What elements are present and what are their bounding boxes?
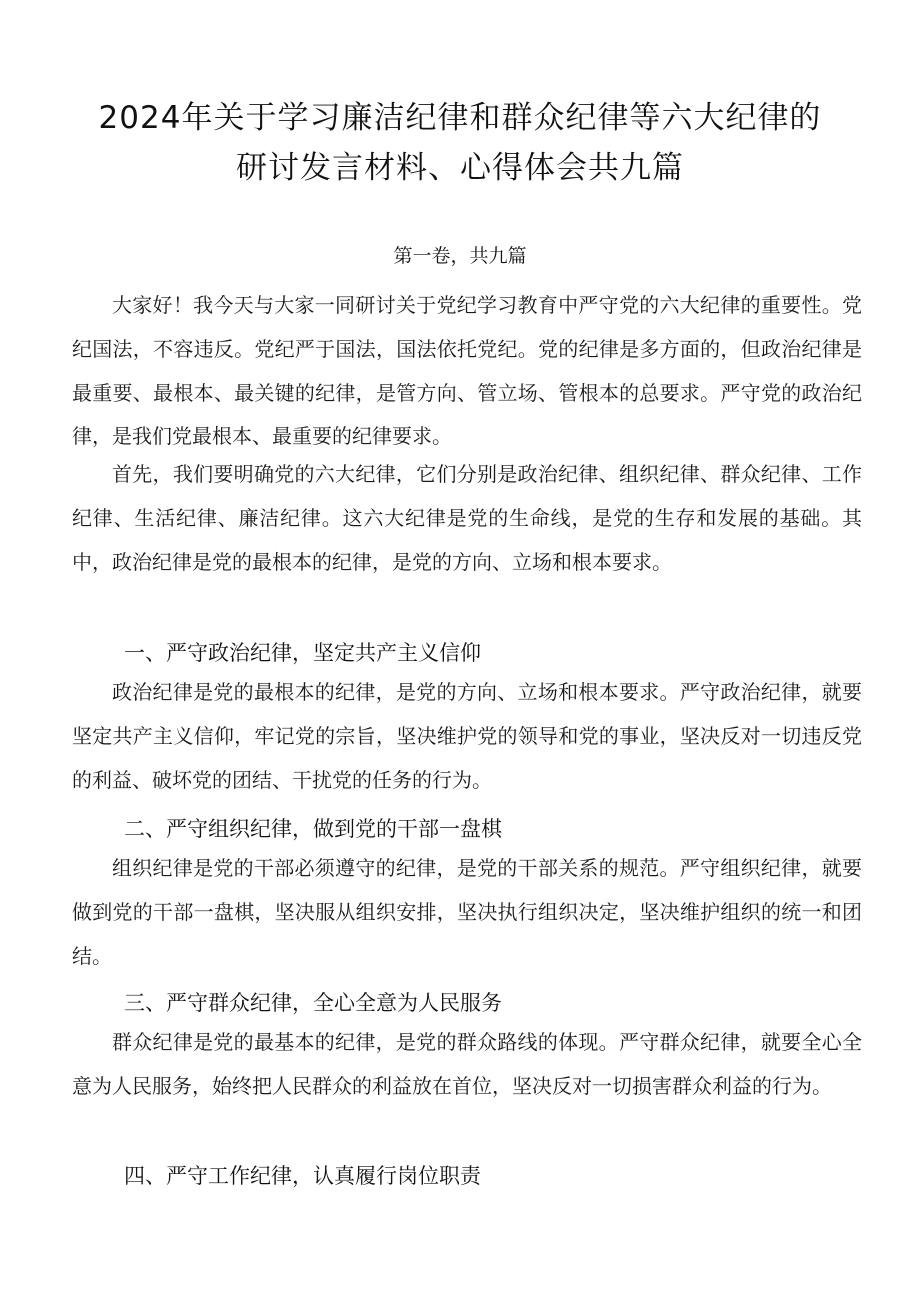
paragraph-organizational: 组织纪律是党的干部必须遵守的纪律，是党的干部关系的规范。严守组织纪律，就要做到党的干部一盘棋，坚决服从组织安排，坚决执行组织决定，坚决维护组织的统一和团结。: [72, 856, 862, 968]
document-subtitle: 第一卷，共九篇: [393, 245, 527, 267]
paragraph-political: 政治纪律是党的最根本的纪律，是党的方向、立场和根本要求。严守政治纪律，就要坚定共产主义信仰，牢记党的宗旨，坚决维护党的领导和党的事业，坚决反对一切违反党的利益、破坏党的团结、干扰党的任务的行为。: [72, 680, 862, 792]
section-heading-political: 一、严守政治纪律，坚定共产主义信仰: [124, 641, 481, 665]
section-heading-organizational: 二、严守组织纪律，做到党的干部一盘棋: [124, 817, 502, 841]
paragraph-six-disciplines: 首先，我们要明确党的六大纪律，它们分别是政治纪律、组织纪律、群众纪律、工作纪律、生活纪律、廉洁纪律。这六大纪律是党的生命线，是党的生存和发展的基础。其中，政治纪律是党的最根本的纪律，是党的方向、立场和根本要求。: [72, 462, 862, 574]
document-title-line-2: 研讨发言材料、心得体会共九篇: [236, 150, 684, 186]
section-heading-mass: 三、严守群众纪律，全心全意为人民服务: [124, 991, 502, 1015]
paragraph-intro: 大家好！我今天与大家一同研讨关于党纪学习教育中严守党的六大纪律的重要性。党纪国法，不容违反。党纪严于国法，国法依托党纪。党的纪律是多方面的，但政治纪律是最重要、最根本、最关键的纪律，是管方向、管立场、管根本的总要求。严守党的政治纪律，是我们党最根本、最重要的纪律要求。: [72, 293, 862, 449]
document-title-line-1: 2024年关于学习廉洁纪律和群众纪律等六大纪律的: [98, 100, 822, 136]
section-heading-work: 四、严守工作纪律，认真履行岗位职责: [124, 1164, 481, 1188]
paragraph-mass: 群众纪律是党的最基本的纪律，是党的群众路线的体现。严守群众纪律，就要全心全意为人民服务，始终把人民群众的利益放在首位，坚决反对一切损害群众利益的行为。: [72, 1030, 862, 1098]
